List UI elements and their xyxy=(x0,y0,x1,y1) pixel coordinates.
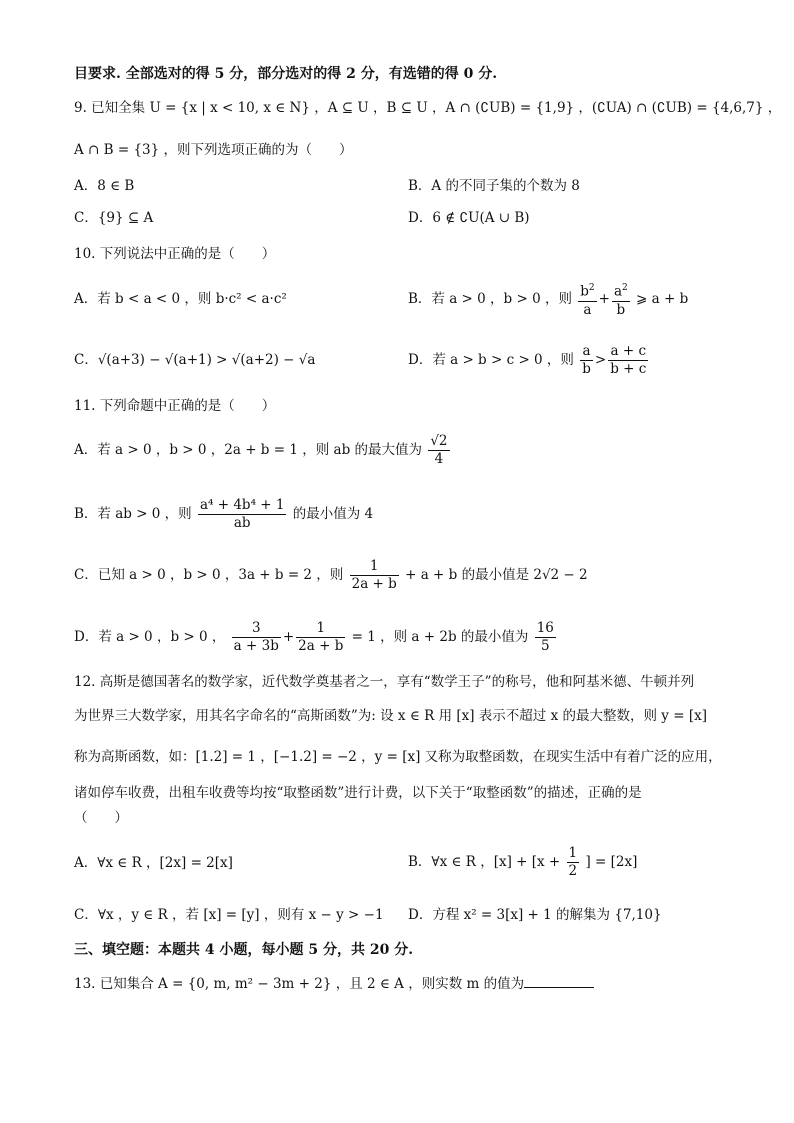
q10-stem: 10. 下列说法中正确的是（ ） xyxy=(74,246,276,262)
q9-stem-2: A ∩ B = {3} ，则下列选项正确的为（ ） xyxy=(74,142,353,158)
q12-stem-4: 诸如停车收费，出租车收费等均按“取整函数”进行计费，以下关于“取整函数”的描述，正确的是 xyxy=(74,785,642,801)
q10-option-b: B．若 a > 0 ，b > 0 ，则 $\frac{b^2}{a}$ + $\frac{a^2}{b}$ ⩾ a + b xyxy=(408,277,688,321)
q12-stem-3: 称为高斯函数，如：[1.2] = 1 ，[−1.2] = −2 ，y = [x] 又称为取整函数，在现实生活中有着广泛的应用， xyxy=(74,749,722,765)
q9-option-b: B．A 的不同子集的个数为 8 xyxy=(408,178,580,194)
q11-option-b: B．若 ab > 0 ，则 $\frac{\text{a⁴ + 4b⁴ + 1}}{ab}$ 的最小值为 4 xyxy=(74,497,374,531)
q9-option-a: A．8 ∈ B xyxy=(74,178,135,194)
q11-stem: 11. 下列命题中正确的是（ ） xyxy=(74,398,276,414)
q12-stem-2: 为世界三大数学家，用其名字命名的“高斯函数”为: 设 x ∈ R 用 [x] 表示不超过 x 的最大整数，则 y = [x] xyxy=(74,708,707,724)
q9-option-c: C．{9} ⊆ A xyxy=(74,210,154,226)
q9-option-d: D．6 ∉ ∁U(A ∪ B) xyxy=(408,210,530,226)
q9-stem-1: 9. 已知全集 U = {x | x < 10, x ∈ N} ，A ⊆ U ，B ⊆ U ，A ∩ (∁UB) = {1,9} ，(∁UA) ∩ (∁UB) = {4,6,7} ， xyxy=(74,100,782,116)
q12-option-b: B．∀x ∈ R ，[x] + [x + $\frac{1}{2}$ ] = [2x] xyxy=(408,845,638,879)
q12-option-c: C．∀x ，y ∈ R ，若 [x] = [y] ，则有 x − y > −1 xyxy=(74,907,384,923)
q11-option-a: A．若 a > 0 ，b > 0 ，2a + b = 1 ，则 ab 的最大值为 $\frac{√2}{4}$ xyxy=(74,433,448,467)
q12-stem-1: 12. 高斯是德国著名的数学家，近代数学奠基者之一，享有“数学王子”的称号，他和阿基米德、牛顿并列 xyxy=(74,674,695,690)
q12-stem-5: （ ） xyxy=(74,810,128,826)
q12-option-d: D．方程 x² = 3[x] + 1 的解集为 {7,10} xyxy=(408,907,662,923)
q11-option-c: C．已知 a > 0 ，b > 0 ，3a + b = 2 ，则 $\frac{1}{2a + b}$ + a + b 的最小值是 2√2 − 2 xyxy=(74,558,588,592)
q10-option-c: C．√(a+3) − √(a+1) > √(a+2) − √a xyxy=(74,352,316,368)
q12-option-a: A．∀x ∈ R ，[2x] = 2[x] xyxy=(74,855,233,871)
answer-blank[interactable] xyxy=(524,973,594,988)
q11-option-d: D．若 a > 0 ，b > 0 ， $\frac{3}{a + 3b}$ + $\frac{1}{2a + b}$ = 1 ，则 a + 2b 的最小值为 $\frac{16}{5}$ xyxy=(74,620,554,654)
q10-option-d: D．若 a > b > c > 0 ，则 $\frac{a}{b}$ > $\frac{a + c}{b + c}$ xyxy=(408,343,647,377)
section-3-heading: 三、填空题：本题共 4 小题，每小题 5 分，共 20 分. xyxy=(74,942,414,958)
q10-option-a: A．若 b < a < 0 ，则 b·c² < a·c² xyxy=(74,291,287,307)
q13-stem: 13. 已知集合 A = {0, m, m² − 3m + 2} ，且 2 ∈ A ，则实数 m 的值为 xyxy=(74,973,594,994)
header-line: 目要求. 全部选对的得 5 分，部分选对的得 2 分，有选错的得 0 分. xyxy=(74,66,498,82)
